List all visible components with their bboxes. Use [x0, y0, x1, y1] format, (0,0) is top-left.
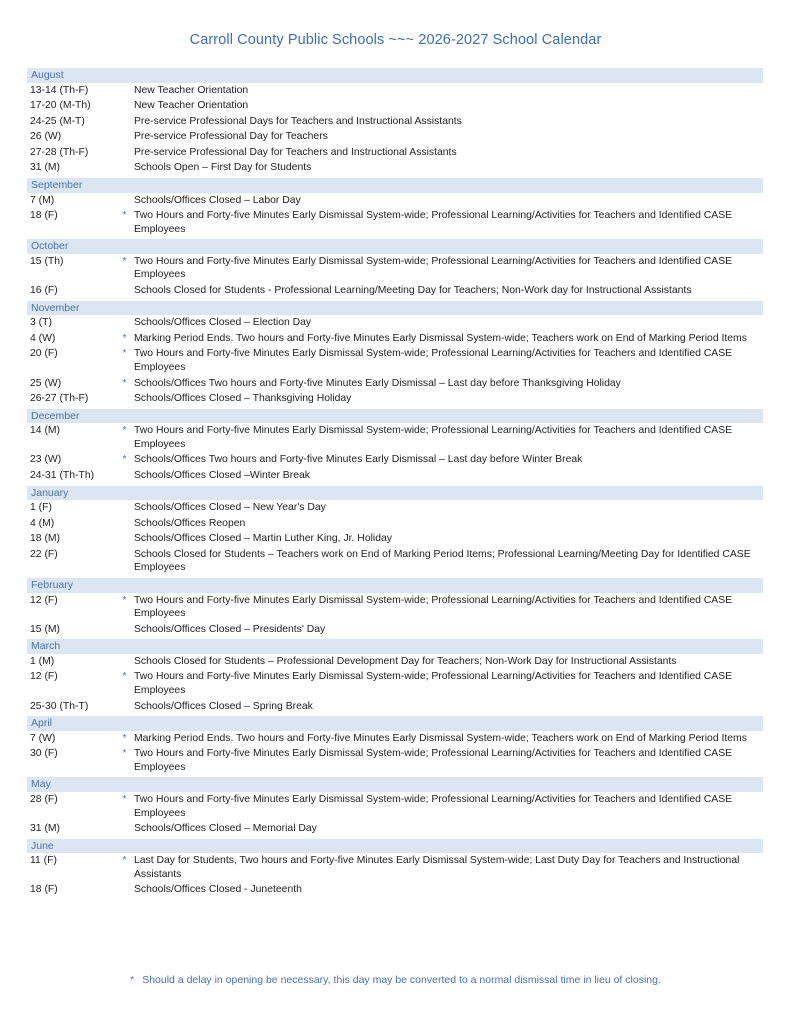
- event-description: Two Hours and Forty-five Minutes Early Dismissal System-wide; Professional Learning/Activities for Teachers and Identified CASE Employees: [134, 348, 733, 373]
- event-date: 23 (W): [30, 454, 62, 466]
- event-date: 31 (M): [30, 162, 61, 174]
- event-row: [27, 145, 763, 161]
- early-dismissal-marker: *: [122, 210, 127, 222]
- footnote: [0, 974, 791, 986]
- event-date: 26 (W): [30, 131, 62, 143]
- event-row: [27, 331, 763, 347]
- month-header: March: [27, 639, 763, 654]
- event-date: 28 (F): [30, 793, 58, 805]
- early-dismissal-marker: [115, 98, 134, 114]
- event-row: [27, 129, 763, 145]
- event-date: 11 (F): [30, 855, 57, 867]
- event-row: [27, 98, 763, 114]
- event-description: Schools/Offices Two hours and Forty-five Minutes Early Dismissal – Last day before Winter Break: [134, 454, 583, 466]
- event-date: 12 (F): [30, 671, 58, 683]
- event-date: 24-25 (M-T): [30, 115, 85, 127]
- event-row: [27, 114, 763, 130]
- calendar-table: [27, 66, 763, 898]
- event-date: 13-14 (Th-F): [30, 84, 89, 96]
- event-date: 25 (W): [30, 377, 62, 389]
- early-dismissal-marker: *: [122, 793, 127, 805]
- event-description: Last Day for Students, Two hours and Forty-five Minutes Early Dismissal System-wide; Last Duty Day for Teachers and Instructional Assistants: [134, 855, 740, 880]
- event-date: 18 (F): [30, 884, 58, 896]
- event-date: 1 (F): [30, 502, 52, 514]
- event-date: 15 (M): [30, 623, 61, 635]
- event-date: 31 (M): [30, 823, 61, 835]
- early-dismissal-marker: [115, 882, 134, 898]
- event-description: Two Hours and Forty-five Minutes Early Dismissal System-wide; Professional Learning/Activities for Teachers and Identified CASE Employees: [134, 793, 733, 819]
- event-row: [27, 699, 763, 715]
- event-date: 30 (F): [30, 748, 58, 760]
- early-dismissal-marker: [115, 391, 134, 407]
- early-dismissal-marker: [115, 622, 134, 638]
- event-row: [27, 669, 763, 698]
- footnote-star: *: [130, 974, 135, 986]
- event-description: Two Hours and Forty-five Minutes Early Dismissal System-wide; Professional Learning/Activities for Teachers and Identified CASE Employees: [134, 748, 733, 773]
- month-header: October: [27, 239, 763, 254]
- month-header: September: [27, 178, 763, 193]
- event-row: [27, 423, 763, 452]
- event-row: [27, 500, 763, 516]
- event-description: Marking Period Ends. Two hours and Forty-five Minutes Early Dismissal System-wide; Teachers work on End of Marking Period Items: [134, 332, 747, 344]
- event-description: Pre-service Professional Day for Teachers and Instructional Assistants: [134, 146, 457, 158]
- event-row: [27, 516, 763, 532]
- event-description: Marking Period Ends. Two hours and Forty-five Minutes Early Dismissal System-wide; Teachers work on End of Marking Period Items: [134, 732, 747, 744]
- early-dismissal-marker: *: [122, 348, 127, 360]
- event-date: 15 (Th): [30, 255, 64, 267]
- early-dismissal-marker: [115, 114, 134, 130]
- event-row: [27, 346, 763, 375]
- early-dismissal-marker: *: [122, 377, 127, 389]
- event-row: [27, 283, 763, 299]
- event-description: Schools Open – First Day for Students: [134, 162, 312, 174]
- early-dismissal-marker: [115, 129, 134, 145]
- event-date: 7 (W): [30, 732, 56, 744]
- early-dismissal-marker: [115, 547, 134, 576]
- event-description: Schools/Offices Closed – Spring Break: [134, 700, 313, 712]
- event-description: Two Hours and Forty-five Minutes Early Dismissal System-wide; Professional Learning/Activities for Teachers and Identified CASE Employees: [134, 671, 733, 696]
- event-row: [27, 792, 763, 821]
- event-description: Two Hours and Forty-five Minutes Early Dismissal System-wide; Professional Learning/Activities for Teachers and Identified CASE Employees: [134, 594, 733, 620]
- event-row: [27, 254, 763, 283]
- event-date: 18 (M): [30, 533, 61, 545]
- event-row: [27, 882, 763, 898]
- early-dismissal-marker: [115, 193, 134, 209]
- event-row: [27, 821, 763, 837]
- early-dismissal-marker: [115, 654, 134, 670]
- month-header: November: [27, 301, 763, 316]
- early-dismissal-marker: [115, 516, 134, 532]
- month-header: December: [27, 409, 763, 424]
- event-description: Schools/Offices Closed –Winter Break: [134, 469, 310, 481]
- event-row: [27, 468, 763, 484]
- event-date: 17-20 (M-Th): [30, 100, 91, 112]
- event-description: Schools/Offices Closed – New Year's Day: [134, 502, 326, 514]
- early-dismissal-marker: *: [122, 855, 127, 867]
- event-description: Schools Closed for Students - Professional Learning/Meeting Day for Teachers; Non-Work day for Instructional Assistants: [134, 285, 692, 297]
- event-date: 18 (F): [30, 210, 58, 222]
- early-dismissal-marker: [115, 821, 134, 837]
- event-row: [27, 83, 763, 99]
- early-dismissal-marker: [115, 145, 134, 161]
- early-dismissal-marker: *: [122, 594, 127, 606]
- event-description: Schools Closed for Students – Professional Development Day for Teachers; Non-Work Day for Instructional Assistants: [134, 655, 677, 667]
- event-row: [27, 654, 763, 670]
- event-row: [27, 547, 763, 576]
- event-description: Schools/Offices Closed – Memorial Day: [134, 823, 317, 835]
- early-dismissal-marker: *: [122, 732, 127, 744]
- event-description: Schools/Offices Closed – Thanksgiving Holiday: [134, 393, 352, 405]
- event-description: Pre-service Professional Day for Teachers: [134, 131, 328, 143]
- event-row: [27, 376, 763, 392]
- early-dismissal-marker: *: [122, 255, 127, 267]
- event-date: 12 (F): [30, 594, 58, 606]
- early-dismissal-marker: [115, 315, 134, 331]
- early-dismissal-marker: [115, 283, 134, 299]
- event-row: [27, 391, 763, 407]
- event-row: [27, 193, 763, 209]
- event-description: Schools/Offices Closed – Martin Luther King, Jr. Holiday: [134, 533, 392, 545]
- month-header: June: [27, 839, 763, 854]
- event-row: [27, 208, 763, 237]
- event-date: 4 (W): [30, 332, 56, 344]
- early-dismissal-marker: [115, 500, 134, 516]
- event-date: 1 (M): [30, 655, 55, 667]
- early-dismissal-marker: *: [122, 671, 127, 683]
- event-description: Schools/Offices Two hours and Forty-five Minutes Early Dismissal – Last day before Thanksgiving Holiday: [134, 377, 621, 389]
- page-title: Carroll County Public Schools ~~~ 2026-2027 School Calendar: [189, 32, 602, 48]
- event-date: 3 (T): [30, 317, 52, 329]
- event-description: Schools Closed for Students – Teachers work on End of Marking Period Items; Professional Learning/Meeting Day for Identified CASE Employees: [134, 548, 751, 574]
- month-header: February: [27, 578, 763, 593]
- event-description: New Teacher Orientation: [134, 84, 249, 96]
- event-date: 16 (F): [30, 285, 58, 297]
- event-description: Schools/Offices Closed – Election Day: [134, 317, 312, 329]
- early-dismissal-marker: *: [122, 748, 127, 760]
- month-header: January: [27, 486, 763, 501]
- event-description: New Teacher Orientation: [134, 100, 249, 112]
- early-dismissal-marker: *: [122, 454, 127, 466]
- event-description: Two Hours and Forty-five Minutes Early Dismissal System-wide; Professional Learning/Activities for Teachers and Identified CASE Employees: [134, 255, 733, 281]
- footnote-text: Should a delay in opening be necessary, this day may be converted to a normal dismissal time in lieu of closing.: [142, 974, 661, 986]
- event-row: [27, 452, 763, 468]
- early-dismissal-marker: *: [122, 425, 127, 437]
- event-row: [27, 746, 763, 775]
- event-date: 22 (F): [30, 548, 58, 560]
- early-dismissal-marker: [115, 699, 134, 715]
- event-description: Two Hours and Forty-five Minutes Early Dismissal System-wide; Professional Learning/Activities for Teachers and Identified CASE Employees: [134, 425, 733, 450]
- early-dismissal-marker: [115, 531, 134, 547]
- event-row: [27, 731, 763, 747]
- event-date: 27-28 (Th-F): [30, 146, 89, 158]
- event-description: Schools/Offices Reopen: [134, 517, 246, 529]
- month-header: August: [27, 68, 763, 83]
- event-description: Schools/Offices Closed - Juneteenth: [134, 884, 302, 896]
- event-row: [27, 160, 763, 176]
- event-date: 25-30 (Th-T): [30, 700, 89, 712]
- event-row: [27, 593, 763, 622]
- event-row: [27, 315, 763, 331]
- event-date: 4 (M): [30, 517, 55, 529]
- month-header: May: [27, 777, 763, 792]
- event-date: 7 (M): [30, 194, 55, 206]
- early-dismissal-marker: [115, 83, 134, 99]
- early-dismissal-marker: *: [122, 332, 127, 344]
- event-row: [27, 853, 763, 882]
- event-date: 20 (F): [30, 348, 58, 360]
- event-row: [27, 531, 763, 547]
- early-dismissal-marker: [115, 160, 134, 176]
- event-date: 14 (M): [30, 425, 61, 437]
- event-row: [27, 622, 763, 638]
- event-description: Schools/Offices Closed – Presidents' Day: [134, 623, 326, 635]
- event-description: Schools/Offices Closed – Labor Day: [134, 194, 301, 206]
- early-dismissal-marker: [115, 468, 134, 484]
- event-date: 26-27 (Th-F): [30, 393, 89, 405]
- event-description: Pre-service Professional Days for Teachers and Instructional Assistants: [134, 115, 462, 127]
- event-description: Two Hours and Forty-five Minutes Early Dismissal System-wide; Professional Learning/Activities for Teachers and Identified CASE Employees: [134, 210, 733, 235]
- event-date: 24-31 (Th-Th): [30, 469, 95, 481]
- month-header: April: [27, 716, 763, 731]
